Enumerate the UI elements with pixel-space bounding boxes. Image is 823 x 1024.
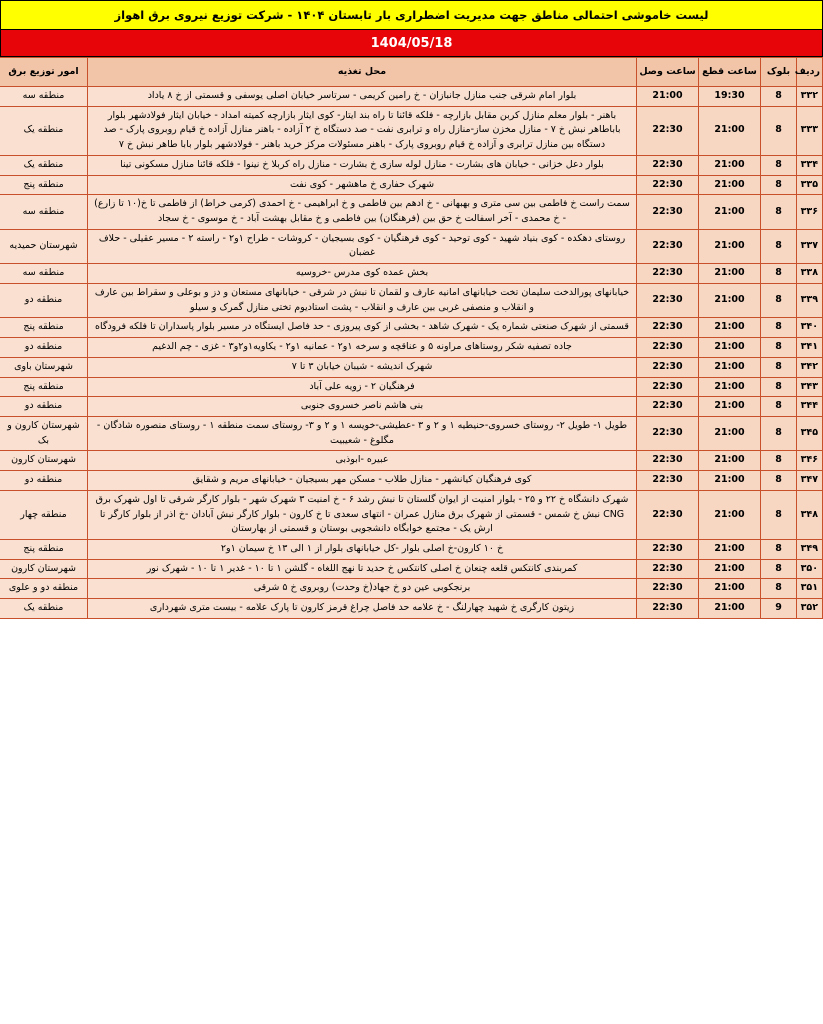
cell-row-number: ۳۵۲	[797, 599, 823, 619]
cell-area: شهرک اندیشه - شیبان خیابان ۳ تا ۷	[88, 357, 637, 377]
cell-off-time: 21:00	[699, 195, 761, 229]
cell-off-time: 21:00	[699, 357, 761, 377]
cell-row-number: ۳۴۷	[797, 471, 823, 491]
cell-off-time: 21:00	[699, 229, 761, 263]
cell-on-time: 22:30	[637, 490, 699, 539]
table-row	[0, 338, 823, 358]
table-header	[0, 58, 823, 87]
column-header-area: محل تغذیه	[88, 58, 637, 87]
table-body	[0, 87, 823, 619]
table-row	[0, 539, 823, 559]
cell-on-time: 22:30	[637, 283, 699, 317]
cell-area: بلوار امام شرقی جنب منازل جانبازان - خ رامین کریمی - سرتاسر خیابان اصلی یوسفی و قسمتی از خ ۸ یاداد	[88, 87, 637, 107]
table-row	[0, 471, 823, 491]
table-row	[0, 559, 823, 579]
table-row	[0, 599, 823, 619]
table-row	[0, 357, 823, 377]
cell-on-time: 22:30	[637, 357, 699, 377]
table-row	[0, 264, 823, 284]
cell-row-number: ۳۳۹	[797, 283, 823, 317]
table-row	[0, 377, 823, 397]
cell-on-time: 22:30	[637, 195, 699, 229]
cell-area: جاده تصفیه شکر روستاهای مراونه ۵ و عناقچه و سرخه ۱و۲ - عمانیه ۱و۲ - یکاویه۱و۲و۳ - غزی - چم الدغیم	[88, 338, 637, 358]
cell-region: منطقه دو و علوی	[0, 579, 88, 599]
cell-row-number: ۳۴۶	[797, 451, 823, 471]
cell-block: 8	[761, 318, 797, 338]
cell-row-number: ۳۴۹	[797, 539, 823, 559]
cell-off-time: 21:00	[699, 579, 761, 599]
cell-region: منطقه دو	[0, 338, 88, 358]
table-row	[0, 579, 823, 599]
cell-region: شهرستان حمیدیه	[0, 229, 88, 263]
cell-block: 8	[761, 195, 797, 229]
schedule-date: 1404/05/18	[370, 35, 453, 51]
cell-region: منطقه دو	[0, 471, 88, 491]
cell-off-time: 21:00	[699, 155, 761, 175]
cell-off-time: 21:00	[699, 175, 761, 195]
cell-block: 8	[761, 338, 797, 358]
cell-area: طویل ۱- طویل ۲- روستای خسروی-حنیطیه ۱ و ۲ و ۳ -عطیشی-خویسه ۱ و ۲ و ۳- روستای سمت منطقه ۱ - روستای منصوره شادگان - مگلوغ - شعیبیت	[88, 416, 637, 450]
cell-row-number: ۳۵۱	[797, 579, 823, 599]
cell-block: 8	[761, 539, 797, 559]
column-header-block: بلوک	[761, 58, 797, 87]
cell-off-time: 21:00	[699, 338, 761, 358]
cell-on-time: 22:30	[637, 264, 699, 284]
cell-on-time: 22:30	[637, 539, 699, 559]
table-row	[0, 195, 823, 229]
cell-row-number: ۳۴۴	[797, 397, 823, 417]
cell-on-time: 22:30	[637, 377, 699, 397]
cell-area: خیابانهای پورالدخت سلیمان تخت خیابانهای امانیه عارف و لقمان تا نبش در شرقی - خیابانهای مستعان و دز و بوعلی و سقراط بین عارف و انقلاب و منصفی غربی بین عارف و انقلاب - پشت استادیوم تختی منازل گمرک و سیلو	[88, 283, 637, 317]
table-row	[0, 397, 823, 417]
cell-region: منطقه سه	[0, 195, 88, 229]
cell-off-time: 21:00	[699, 283, 761, 317]
cell-on-time: 22:30	[637, 229, 699, 263]
cell-off-time: 21:00	[699, 264, 761, 284]
cell-region: منطقه یک	[0, 106, 88, 155]
cell-on-time: 22:30	[637, 338, 699, 358]
cell-region: منطقه دو	[0, 283, 88, 317]
cell-area: زیتون کارگری خ شهید چهارلنگ - خ علامه حد فاصل چراغ قرمز کارون تا پارک علامه - بیست متری شهرداری	[88, 599, 637, 619]
cell-off-time: 21:00	[699, 106, 761, 155]
cell-row-number: ۳۵۰	[797, 559, 823, 579]
cell-area: بخش عمده کوی مدرس -خروسیه	[88, 264, 637, 284]
cell-on-time: 22:30	[637, 471, 699, 491]
cell-block: 8	[761, 416, 797, 450]
cell-row-number: ۳۴۸	[797, 490, 823, 539]
cell-region: منطقه چهار	[0, 490, 88, 539]
date-bar	[0, 30, 823, 57]
cell-off-time: 21:00	[699, 539, 761, 559]
cell-area: فرهنگیان ۲ - زویه علی آباد	[88, 377, 637, 397]
cell-row-number: ۳۴۱	[797, 338, 823, 358]
cell-row-number: ۳۴۰	[797, 318, 823, 338]
cell-region: منطقه پنج	[0, 377, 88, 397]
column-header-region: امور توزیع برق	[0, 58, 88, 87]
cell-region: شهرستان کارون و بک	[0, 416, 88, 450]
column-header-row: ردیف	[797, 58, 823, 87]
cell-area: باهنر - بلوار معلم منازل کربن مقابل بازارچه - فلکه قائنا تا راه بند ایتار- کوی ایثار بازارچه کمیته امداد - خیابان ایثار فولادشهر بلوار باباطاهر نبش خ ۷ - منازل مخزن ساز-منازل راه و ترابری نفت - صد دستگاه خ ۲ آزاده - باهنر منازل آزاده خ قیام روبروی پارک - صد دستگاه بین منازل ترابری و آزاده خ قیام روبروی پارک - باهنر مسئولات مرکز خرید باهنر - فولادشهر بلوار بابا طاهر نبش خ ۷	[88, 106, 637, 155]
cell-off-time: 21:00	[699, 599, 761, 619]
cell-block: 8	[761, 155, 797, 175]
table-row	[0, 283, 823, 317]
table-row	[0, 87, 823, 107]
cell-on-time: 22:30	[637, 451, 699, 471]
cell-on-time: 22:30	[637, 175, 699, 195]
cell-area: خ ۱۰ کارون-خ اصلی بلوار -کل خیابانهای بلوار از ۱ الی ۱۳ خ سیمان ۱و۲	[88, 539, 637, 559]
cell-area: بنی هاشم ناصر خسروی جنوبی	[88, 397, 637, 417]
cell-block: 8	[761, 106, 797, 155]
cell-region: منطقه پنج	[0, 175, 88, 195]
table-row	[0, 416, 823, 450]
page-title-bar	[0, 0, 823, 30]
cell-block: 8	[761, 229, 797, 263]
table-row	[0, 451, 823, 471]
cell-on-time: 22:30	[637, 579, 699, 599]
outage-table	[0, 57, 823, 619]
cell-region: منطقه سه	[0, 87, 88, 107]
cell-off-time: 21:00	[699, 471, 761, 491]
cell-region: منطقه دو	[0, 397, 88, 417]
cell-block: 8	[761, 377, 797, 397]
cell-area: کوی فرهنگیان کیانشهر - منازل طلاب - مسکن مهر بسیجیان - خیابانهای مریم و شقایق	[88, 471, 637, 491]
cell-region: شهرستان کارون	[0, 451, 88, 471]
table-row	[0, 318, 823, 338]
table-row	[0, 175, 823, 195]
cell-off-time: 21:00	[699, 397, 761, 417]
cell-row-number: ۳۳۸	[797, 264, 823, 284]
cell-region: منطقه پنج	[0, 539, 88, 559]
cell-area: برنجکوبی عین دو خ جهاد(خ وحدت) روبروی خ ۵ شرقی	[88, 579, 637, 599]
cell-region: منطقه یک	[0, 599, 88, 619]
cell-block: 8	[761, 264, 797, 284]
cell-off-time: 21:00	[699, 559, 761, 579]
column-header-off-time: ساعت قطع	[699, 58, 761, 87]
cell-off-time: 21:00	[699, 451, 761, 471]
cell-block: 8	[761, 559, 797, 579]
cell-row-number: ۳۴۲	[797, 357, 823, 377]
cell-block: 9	[761, 599, 797, 619]
cell-on-time: 22:30	[637, 416, 699, 450]
cell-off-time: 21:00	[699, 318, 761, 338]
cell-on-time: 22:30	[637, 397, 699, 417]
cell-block: 8	[761, 490, 797, 539]
table-header-row	[0, 58, 823, 87]
cell-row-number: ۳۳۶	[797, 195, 823, 229]
cell-off-time: 21:00	[699, 377, 761, 397]
cell-region: منطقه سه	[0, 264, 88, 284]
cell-on-time: 22:30	[637, 155, 699, 175]
cell-block: 8	[761, 471, 797, 491]
cell-on-time: 22:30	[637, 106, 699, 155]
cell-region: منطقه پنج	[0, 318, 88, 338]
cell-on-time: 21:00	[637, 87, 699, 107]
cell-block: 8	[761, 357, 797, 377]
table-row	[0, 490, 823, 539]
page-title: لیست خاموشی احتمالی مناطق جهت مدیریت اضطراری بار تابستان ۱۴۰۴ - شرکت توزیع نیروی برق اهواز	[114, 8, 709, 22]
cell-row-number: ۳۴۳	[797, 377, 823, 397]
cell-area: روستای دهکده - کوی بنیاد شهید - کوی توحید - کوی فرهنگیان - کوی بسیجیان - کروشات - طراح ۱و۲ - راسته ۲ - مسیر عقیلی - حلاف غضبان	[88, 229, 637, 263]
cell-row-number: ۳۴۵	[797, 416, 823, 450]
cell-on-time: 22:30	[637, 559, 699, 579]
cell-area: سمت راست خ فاطمی بین سی متری و بهبهانی - خ ادهم بین فاطمی و خ ابراهیمی - خ احمدی (کرمی خراط) از فاطمی تا خ(۱۰ تا زارع) - خ محمدی - آخر اسفالت خ حق بین (فرهنگان) بین فاطمی و خ مقابل بهشت آباد - خ موسوی - خ سجاد	[88, 195, 637, 229]
cell-row-number: ۳۳۵	[797, 175, 823, 195]
table-row	[0, 155, 823, 175]
cell-area: قسمتی از شهرک صنعتی شماره یک - شهرک شاهد - بخشی از کوی پیروزی - حد فاصل ایستگاه در مسیر بلوار پاسداران تا فلکه فرودگاه	[88, 318, 637, 338]
cell-off-time: 21:00	[699, 416, 761, 450]
cell-row-number: ۳۳۴	[797, 155, 823, 175]
cell-block: 8	[761, 283, 797, 317]
cell-region: شهرستان باوی	[0, 357, 88, 377]
cell-on-time: 22:30	[637, 318, 699, 338]
cell-area: شهرک حفاری خ ماهشهر - کوی نفت	[88, 175, 637, 195]
cell-region: منطقه یک	[0, 155, 88, 175]
cell-area: کمربندی کانتکس قلعه چنعان خ اصلی کانتکس خ حدید تا نهج اللغاه - گلشن ۱ تا ۱۰ - غدیر ۱ تا ۱۰ - شهرک نور	[88, 559, 637, 579]
table-row	[0, 106, 823, 155]
table-row	[0, 229, 823, 263]
cell-block: 8	[761, 87, 797, 107]
cell-region: شهرستان کارون	[0, 559, 88, 579]
cell-row-number: ۳۳۳	[797, 106, 823, 155]
cell-off-time: 21:00	[699, 490, 761, 539]
cell-block: 8	[761, 579, 797, 599]
column-header-on-time: ساعت وصل	[637, 58, 699, 87]
cell-block: 8	[761, 451, 797, 471]
cell-on-time: 22:30	[637, 599, 699, 619]
cell-area: بلوار دعل خزانی - خیابان های بشارت - منازل لوله سازی خ بشارت - منازل راه کربلا خ نینوا - فلکه قائنا منازل مسکونی تینا	[88, 155, 637, 175]
cell-block: 8	[761, 397, 797, 417]
cell-block: 8	[761, 175, 797, 195]
cell-area: شهرک دانشگاه خ ۲۲ و ۲۵ - بلوار امنیت از ایوان گلستان تا نبش رشد ۶ - خ امنیت ۳ شهرک شهر - بلوار کارگر شرقی تا اول شهرک برق CNG نبش خ شمس - قسمتی از شهرک برق منازل عمران - انتهای سعدی تا خ کارون - بلوار کارگر نبش آبادان -خ اذر از بلوار کارگر تا ارش یک - مجتمع خوابگاه دانشجویی بوستان و قسمتی از بهارستان	[88, 490, 637, 539]
cell-row-number: ۳۳۷	[797, 229, 823, 263]
cell-area: عبیره -ابوذبی	[88, 451, 637, 471]
cell-off-time: 19:30	[699, 87, 761, 107]
cell-row-number: ۳۳۲	[797, 87, 823, 107]
